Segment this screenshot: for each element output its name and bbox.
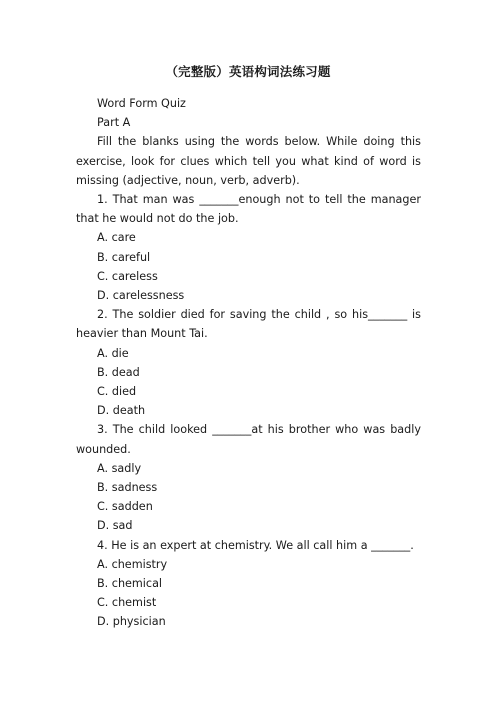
document-title: （完整版）英语构词法练习题 bbox=[165, 64, 331, 79]
option-b: B. careful bbox=[97, 250, 151, 264]
option-a: A. die bbox=[97, 346, 129, 360]
option-c: C. careless bbox=[97, 269, 158, 283]
option-d: D. physician bbox=[97, 615, 166, 629]
option-a: A. chemistry bbox=[97, 557, 168, 571]
option-c: C. died bbox=[97, 385, 137, 399]
option-d: D. sad bbox=[97, 519, 133, 533]
quiz-title: Word Form Quiz bbox=[97, 97, 186, 110]
question-4 bbox=[76, 536, 421, 632]
option-b: B. sadness bbox=[97, 481, 158, 495]
option-d: D. carelessness bbox=[97, 289, 185, 303]
option-b: B. chemical bbox=[97, 577, 163, 591]
option-a: A. care bbox=[97, 231, 136, 245]
option-c: C. chemist bbox=[97, 596, 157, 610]
option-b: B. dead bbox=[97, 365, 140, 379]
question-stem: 2. The soldier died for saving the child , so his_______ is heavier than Mount Tai. bbox=[76, 308, 421, 341]
instructions-paragraph: Fill the blanks using the words below. While doing this exercise, look for clues which tell you what kind of word is missing (adjective, noun, verb, adverb). bbox=[76, 135, 421, 187]
option-a: A. sadly bbox=[97, 461, 142, 475]
question-stem: 3. The child looked _______at his brother who was badly wounded. bbox=[76, 423, 421, 456]
option-d: D. death bbox=[97, 404, 146, 418]
question-stem: 1. That man was _______enough not to tell the manager that he would not do the job. bbox=[76, 193, 421, 226]
question-1 bbox=[76, 190, 421, 305]
part-label: Part A bbox=[97, 116, 131, 130]
question-2 bbox=[76, 305, 421, 420]
option-c: C. sadden bbox=[97, 500, 153, 514]
question-3 bbox=[76, 420, 421, 535]
document-body bbox=[76, 94, 421, 632]
question-stem: 4. He is an expert at chemistry. We all call him a _______. bbox=[97, 538, 414, 552]
